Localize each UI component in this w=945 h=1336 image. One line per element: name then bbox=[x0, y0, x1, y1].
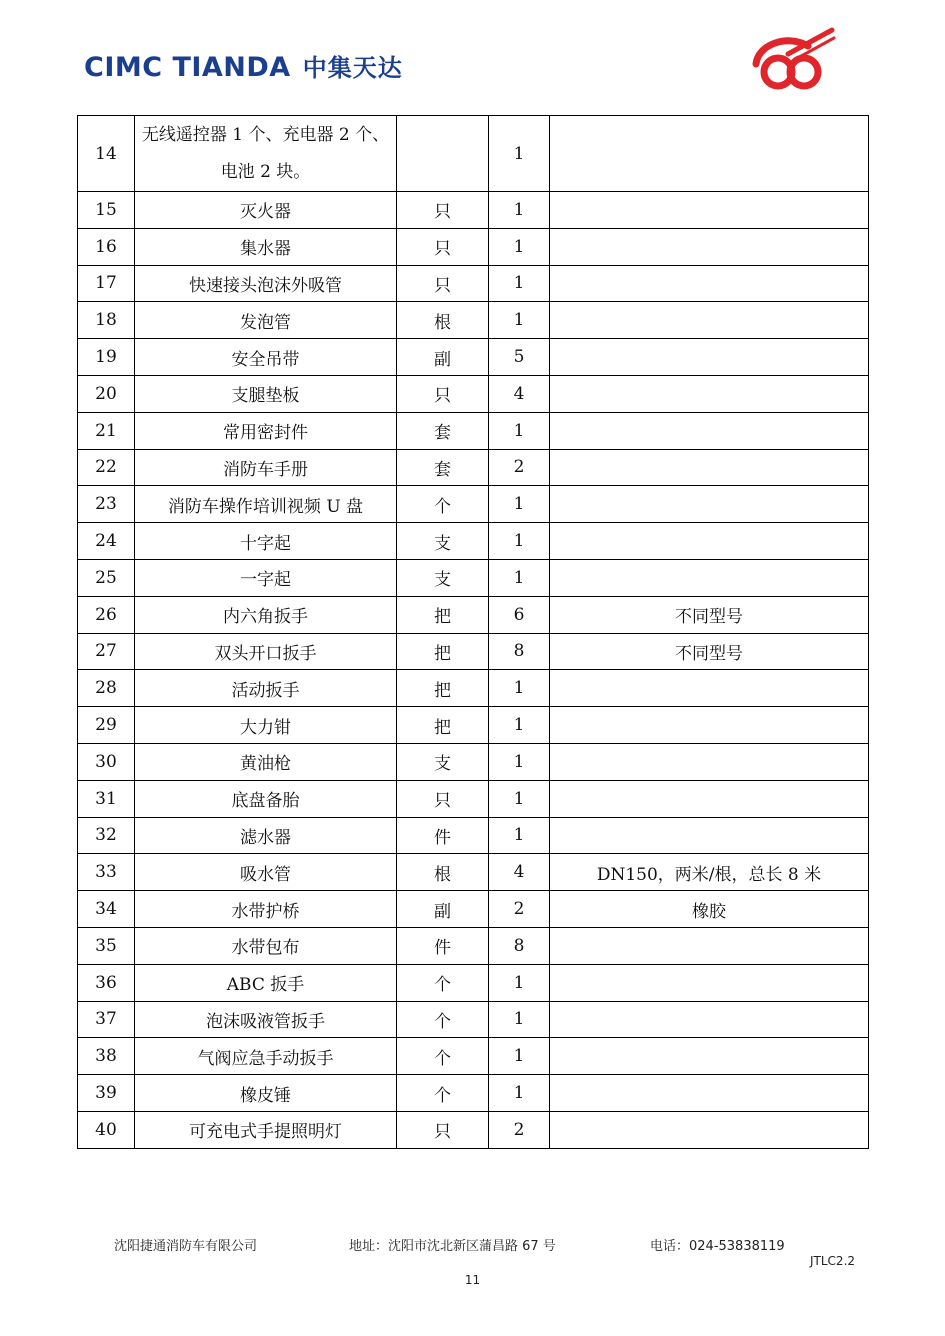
row-number-cell: 37 bbox=[78, 1001, 135, 1038]
item-name-cell: 活动扳手 bbox=[135, 670, 397, 707]
item-quantity-cell: 1 bbox=[489, 743, 550, 780]
table-row bbox=[78, 670, 869, 707]
item-name-cell: ABC 扳手 bbox=[135, 964, 397, 1001]
item-unit-cell: 副 bbox=[397, 891, 489, 928]
footer-address: 地址：沈阳市沈北新区蒲昌路 67 号 bbox=[349, 1239, 556, 1254]
row-number-cell: 34 bbox=[78, 891, 135, 928]
table-row bbox=[78, 449, 869, 486]
row-number-cell: 16 bbox=[78, 228, 135, 265]
item-quantity-cell: 1 bbox=[489, 486, 550, 523]
item-name-cell: 十字起 bbox=[135, 523, 397, 560]
row-number-cell: 35 bbox=[78, 927, 135, 964]
item-quantity-cell: 1 bbox=[489, 228, 550, 265]
item-name-cell: 吸水管 bbox=[135, 854, 397, 891]
item-name-cell: 滤水器 bbox=[135, 817, 397, 854]
brand-logo-text bbox=[84, 48, 403, 83]
item-name-cell: 气阀应急手动扳手 bbox=[135, 1038, 397, 1075]
item-note-cell bbox=[550, 743, 869, 780]
item-name-cell: 快速接头泡沫外吸管 bbox=[135, 265, 397, 302]
item-quantity-cell: 2 bbox=[489, 891, 550, 928]
item-unit-cell: 副 bbox=[397, 339, 489, 376]
table-row bbox=[78, 116, 869, 192]
item-quantity-cell: 1 bbox=[489, 116, 550, 192]
table-row bbox=[78, 228, 869, 265]
item-note-cell bbox=[550, 228, 869, 265]
row-number-cell: 28 bbox=[78, 670, 135, 707]
item-quantity-cell: 4 bbox=[489, 854, 550, 891]
item-note-cell bbox=[550, 780, 869, 817]
table-row bbox=[78, 265, 869, 302]
item-quantity-cell: 1 bbox=[489, 523, 550, 560]
item-name-cell: 安全吊带 bbox=[135, 339, 397, 376]
item-quantity-cell: 2 bbox=[489, 1111, 550, 1148]
row-number-cell: 27 bbox=[78, 633, 135, 670]
item-note-cell: 不同型号 bbox=[550, 596, 869, 633]
item-unit-cell: 个 bbox=[397, 1038, 489, 1075]
item-name-cell: 橡皮锤 bbox=[135, 1075, 397, 1112]
item-name-cell: 一字起 bbox=[135, 559, 397, 596]
item-unit-cell: 把 bbox=[397, 596, 489, 633]
row-number-cell: 23 bbox=[78, 486, 135, 523]
item-unit-cell: 支 bbox=[397, 559, 489, 596]
row-number-cell: 39 bbox=[78, 1075, 135, 1112]
item-name-cell: 底盘备胎 bbox=[135, 780, 397, 817]
item-unit-cell: 只 bbox=[397, 265, 489, 302]
table-row bbox=[78, 192, 869, 229]
item-quantity-cell: 1 bbox=[489, 1075, 550, 1112]
row-number-cell: 21 bbox=[78, 412, 135, 449]
item-quantity-cell: 1 bbox=[489, 559, 550, 596]
item-unit-cell: 把 bbox=[397, 670, 489, 707]
item-unit-cell: 只 bbox=[397, 192, 489, 229]
item-quantity-cell: 2 bbox=[489, 449, 550, 486]
row-number-cell: 14 bbox=[78, 116, 135, 192]
row-number-cell: 26 bbox=[78, 596, 135, 633]
row-number-cell: 20 bbox=[78, 375, 135, 412]
item-quantity-cell: 1 bbox=[489, 1038, 550, 1075]
table-row bbox=[78, 854, 869, 891]
item-quantity-cell: 1 bbox=[489, 412, 550, 449]
item-note-cell bbox=[550, 559, 869, 596]
item-quantity-cell: 1 bbox=[489, 707, 550, 744]
page-number: 11 bbox=[464, 1273, 481, 1287]
item-unit-cell: 支 bbox=[397, 743, 489, 780]
item-name-cell: 消防车操作培训视频 U 盘 bbox=[135, 486, 397, 523]
item-quantity-cell: 1 bbox=[489, 265, 550, 302]
table-row bbox=[78, 927, 869, 964]
item-name-cell: 泡沫吸液管扳手 bbox=[135, 1001, 397, 1038]
item-unit-cell: 套 bbox=[397, 449, 489, 486]
item-note-cell bbox=[550, 964, 869, 1001]
row-number-cell: 30 bbox=[78, 743, 135, 780]
item-note-cell bbox=[550, 486, 869, 523]
item-note-cell bbox=[550, 927, 869, 964]
item-quantity-cell: 8 bbox=[489, 633, 550, 670]
row-number-cell: 24 bbox=[78, 523, 135, 560]
item-note-cell: DN150，两米/根，总长 8 米 bbox=[550, 854, 869, 891]
table-row bbox=[78, 1038, 869, 1075]
item-note-cell: 橡胶 bbox=[550, 891, 869, 928]
item-unit-cell: 个 bbox=[397, 1075, 489, 1112]
company-emblem-icon bbox=[748, 24, 836, 96]
row-number-cell: 36 bbox=[78, 964, 135, 1001]
table-row bbox=[78, 559, 869, 596]
table-row bbox=[78, 375, 869, 412]
row-number-cell: 15 bbox=[78, 192, 135, 229]
table-row bbox=[78, 817, 869, 854]
item-quantity-cell: 1 bbox=[489, 302, 550, 339]
item-unit-cell: 把 bbox=[397, 633, 489, 670]
equipment-list-table bbox=[77, 115, 869, 1149]
table-row bbox=[78, 412, 869, 449]
table-row bbox=[78, 339, 869, 376]
item-unit-cell: 只 bbox=[397, 228, 489, 265]
row-number-cell: 40 bbox=[78, 1111, 135, 1148]
table-row bbox=[78, 302, 869, 339]
table-row bbox=[78, 1075, 869, 1112]
item-name-cell: 黄油枪 bbox=[135, 743, 397, 780]
table-row bbox=[78, 707, 869, 744]
item-note-cell bbox=[550, 1075, 869, 1112]
item-unit-cell: 只 bbox=[397, 375, 489, 412]
item-note-cell bbox=[550, 192, 869, 229]
item-quantity-cell: 1 bbox=[489, 964, 550, 1001]
item-unit-cell: 件 bbox=[397, 817, 489, 854]
item-note-cell bbox=[550, 302, 869, 339]
item-name-cell: 常用密封件 bbox=[135, 412, 397, 449]
table-row bbox=[78, 633, 869, 670]
item-unit-cell bbox=[397, 116, 489, 192]
row-number-cell: 33 bbox=[78, 854, 135, 891]
item-name-cell: 水带护桥 bbox=[135, 891, 397, 928]
footer-phone: 电话：024-53838119 bbox=[650, 1239, 785, 1254]
page-footer bbox=[0, 1235, 945, 1255]
item-unit-cell: 个 bbox=[397, 964, 489, 1001]
item-note-cell bbox=[550, 339, 869, 376]
item-quantity-cell: 1 bbox=[489, 817, 550, 854]
row-number-cell: 18 bbox=[78, 302, 135, 339]
item-note-cell bbox=[550, 449, 869, 486]
row-number-cell: 38 bbox=[78, 1038, 135, 1075]
item-name-cell: 发泡管 bbox=[135, 302, 397, 339]
item-note-cell: 不同型号 bbox=[550, 633, 869, 670]
item-name-cell: 集水器 bbox=[135, 228, 397, 265]
table-row bbox=[78, 964, 869, 1001]
item-note-cell bbox=[550, 523, 869, 560]
item-name-cell: 双头开口扳手 bbox=[135, 633, 397, 670]
brand-name-cn: 中集天达 bbox=[302, 54, 403, 82]
item-note-cell bbox=[550, 1038, 869, 1075]
item-note-cell bbox=[550, 1001, 869, 1038]
table-row bbox=[78, 523, 869, 560]
table-row bbox=[78, 891, 869, 928]
item-unit-cell: 个 bbox=[397, 486, 489, 523]
item-quantity-cell: 1 bbox=[489, 780, 550, 817]
table-row bbox=[78, 1001, 869, 1038]
item-quantity-cell: 6 bbox=[489, 596, 550, 633]
item-note-cell bbox=[550, 1111, 869, 1148]
item-unit-cell: 根 bbox=[397, 854, 489, 891]
table-row bbox=[78, 486, 869, 523]
row-number-cell: 25 bbox=[78, 559, 135, 596]
item-unit-cell: 个 bbox=[397, 1001, 489, 1038]
row-number-cell: 31 bbox=[78, 780, 135, 817]
item-note-cell bbox=[550, 412, 869, 449]
table-row bbox=[78, 1111, 869, 1148]
item-name-cell: 大力钳 bbox=[135, 707, 397, 744]
row-number-cell: 32 bbox=[78, 817, 135, 854]
item-unit-cell: 支 bbox=[397, 523, 489, 560]
item-unit-cell: 件 bbox=[397, 927, 489, 964]
item-name-cell: 无线遥控器 1 个、充电器 2 个、电池 2 块。 bbox=[135, 116, 397, 192]
row-number-cell: 22 bbox=[78, 449, 135, 486]
row-number-cell: 19 bbox=[78, 339, 135, 376]
item-note-cell bbox=[550, 817, 869, 854]
item-quantity-cell: 1 bbox=[489, 1001, 550, 1038]
item-note-cell bbox=[550, 265, 869, 302]
item-unit-cell: 根 bbox=[397, 302, 489, 339]
item-note-cell bbox=[550, 707, 869, 744]
item-quantity-cell: 8 bbox=[489, 927, 550, 964]
item-note-cell bbox=[550, 116, 869, 192]
table-row bbox=[78, 780, 869, 817]
document-code: JTLC2.2 bbox=[810, 1254, 856, 1268]
item-note-cell bbox=[550, 375, 869, 412]
item-unit-cell: 把 bbox=[397, 707, 489, 744]
table-row bbox=[78, 596, 869, 633]
footer-company: 沈阳捷通消防车有限公司 bbox=[114, 1239, 258, 1254]
item-name-cell: 支腿垫板 bbox=[135, 375, 397, 412]
brand-name-en: CIMC TIANDA bbox=[84, 52, 291, 83]
item-name-cell: 灭火器 bbox=[135, 192, 397, 229]
item-name-cell: 可充电式手提照明灯 bbox=[135, 1111, 397, 1148]
row-number-cell: 17 bbox=[78, 265, 135, 302]
item-name-cell: 水带包布 bbox=[135, 927, 397, 964]
item-quantity-cell: 4 bbox=[489, 375, 550, 412]
item-unit-cell: 只 bbox=[397, 1111, 489, 1148]
item-unit-cell: 套 bbox=[397, 412, 489, 449]
item-quantity-cell: 1 bbox=[489, 670, 550, 707]
item-name-cell: 消防车手册 bbox=[135, 449, 397, 486]
item-quantity-cell: 1 bbox=[489, 192, 550, 229]
item-name-cell: 内六角扳手 bbox=[135, 596, 397, 633]
item-unit-cell: 只 bbox=[397, 780, 489, 817]
table-row bbox=[78, 743, 869, 780]
item-note-cell bbox=[550, 670, 869, 707]
row-number-cell: 29 bbox=[78, 707, 135, 744]
page-header bbox=[0, 0, 945, 110]
item-quantity-cell: 5 bbox=[489, 339, 550, 376]
